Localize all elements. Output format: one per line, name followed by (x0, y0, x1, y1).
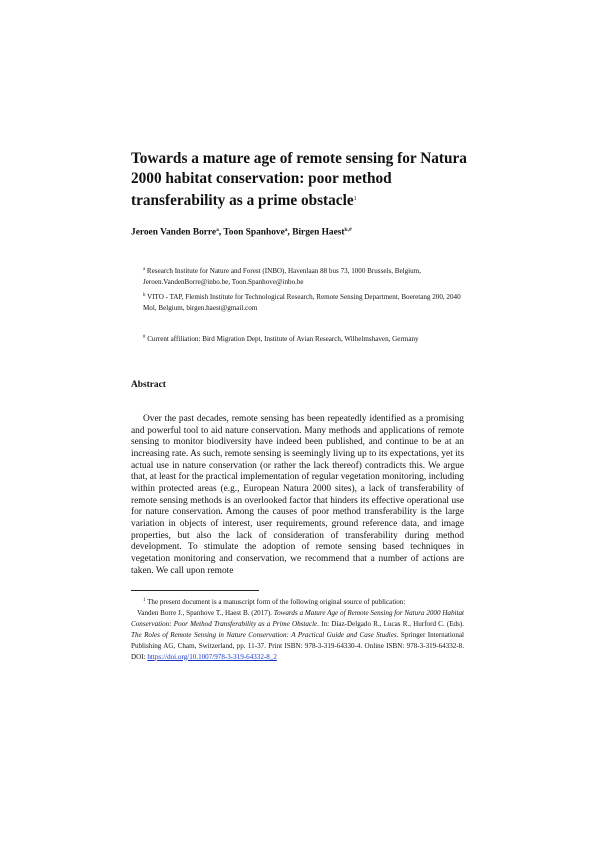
doi-link[interactable]: https://doi.org/10.1007/978-3-319-64332-8_2 (147, 652, 277, 661)
citation-book-title: The Roles of Remote Sensing in Nature Conservation: A Practical Guide and Case Studies. (131, 630, 399, 639)
footnote-intro-text: The present document is a manuscript form of the following original source of publication: (147, 598, 406, 606)
affiliation-text: Current affiliation: Bird Migration Dept, Institute of Avian Research, Wilhelmshaven, Germany (147, 335, 419, 343)
footnote-marker: 1 (143, 598, 146, 603)
affiliation-a (143, 265, 463, 287)
citation-article-title: Towards a Mature Age of Remote Sensing for Natura 2000 Habitat Conservation: Poor Method Transferability as a Prime Obstacle. (131, 608, 464, 628)
citation-authors: Vanden Borre J., Spanhove T., Haest B. (2017). (137, 608, 272, 617)
title-footnote-marker: 1 (353, 196, 357, 202)
author-affiliation-marker: b,# (344, 227, 352, 233)
author-name: Birgen Haest (292, 227, 345, 238)
citation-isbn: Print ISBN: 978-3-319-64330-4. Online ISBN: 978-3-319-64332-8. DOI: (131, 641, 464, 661)
author-name: Toon Spanhove (223, 227, 285, 238)
affiliation-text: VITO - TAP, Flemish Institute for Technological Research, Remote Sensing Department, Boeretang 200, 2040 Mol, Belgium, birgen.haest@gmail.com (143, 293, 461, 312)
abstract-body: Over the past decades, remote sensing has been repeatedly identified as a promising and powerful tool to aid nature conservation. Many methods and applications of remote sensing to monitor biodiversity have indeed been published, and continue to be at an increasing rate. As such, remote sensing is seemingly living up to its expectations, yet its actual use in nature conservation (or rather the lack thereof) contradicts this. We argue that, at least for the practical implementation of regular vegetation monitoring, including within protected areas (e.g., European Natura 2000 sites), a lack of transferability of remote sensing methods is an overlooked factor that hinders its effective operational use for nature conservation. Among the causes of poor method transferability is the large variation in objects of interest, user requirements, ground reference data, and image properties, but also the lack of consideration of transferability during method development. To stimulate the adoption of remote sensing based techniques in vegetation monitoring and conservation, we recommend that a number of actions are taken. We call upon remote (131, 414, 465, 576)
footnote-intro (131, 596, 464, 608)
affiliation-marker: # (143, 335, 146, 340)
author-affiliation-marker: a (284, 227, 288, 233)
affiliation-marker: b (143, 293, 146, 298)
affiliation-marker: a (143, 267, 146, 272)
footnote (131, 596, 464, 662)
affiliation-b (143, 291, 463, 313)
footnote-separator (131, 590, 259, 591)
affiliation-text: Research Institute for Nature and Forest (INBO), Havenlaan 88 bus 73, 1000 Brussels, Belgium, Jeroen.VandenBorre@inbo.be, Toon.Spanhove@inbo.be (143, 267, 421, 286)
author-list: Jeroen Vanden Borre$^a$, Toon Spanhove$^a$, Birgen Haest$^{b,\#}$ (131, 227, 352, 238)
affiliation-current (143, 333, 463, 345)
paper-title (131, 149, 471, 211)
author-affiliation-marker: a (216, 227, 219, 233)
author-name: Jeroen Vanden Borre (131, 227, 217, 238)
abstract-heading: Abstract (131, 380, 166, 390)
paper-title-text: Towards a mature age of remote sensing for Natura 2000 habitat conservation: poor method transferability as a prime obstacle (131, 150, 467, 209)
citation-editors: Díaz-Delgado R., Lucas R., Hurford C. (Eds). (331, 619, 464, 628)
citation-publisher: Springer International Publishing AG, Cham, Switzerland, pp. 11-37. (131, 630, 465, 650)
citation-in-label: In: (321, 619, 330, 628)
footnote-citation (131, 608, 464, 663)
